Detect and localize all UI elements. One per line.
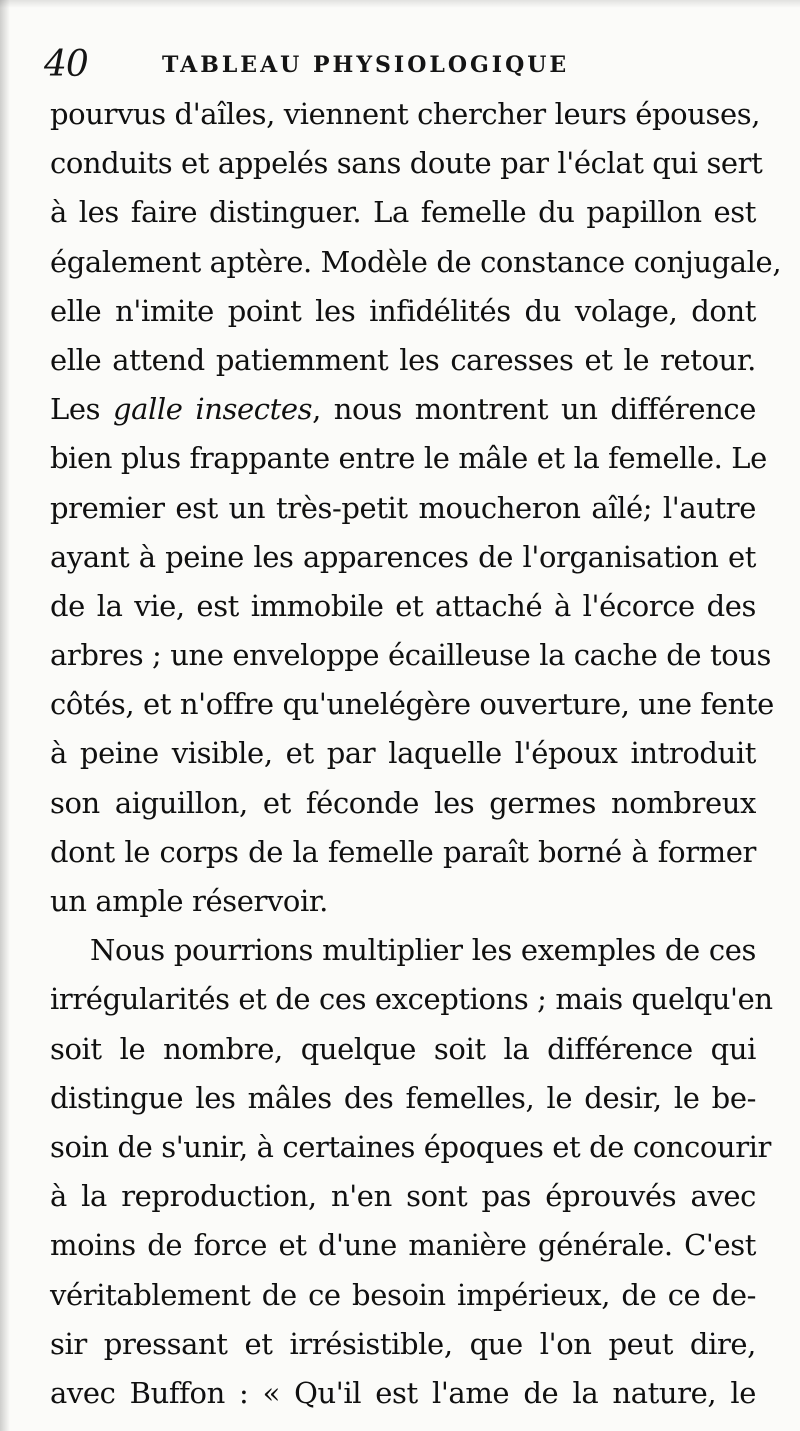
page-top-shadow <box>0 0 800 8</box>
text-line: irrégularités et de ces exceptions ; mais quelqu'en <box>50 982 773 1017</box>
text-line: soit le nombre, quelque soit la différence qui <box>50 1031 756 1066</box>
text-line: soin de s'unir, à certaines époques et de concourir <box>50 1129 772 1164</box>
text-line: à la reproduction, n'en sont pas éprouvés avec <box>50 1179 756 1214</box>
paragraph-end-line: un ample réservoir. <box>50 884 328 918</box>
text-line: véritablement de ce besoin impérieux, de ce de- <box>50 1277 756 1312</box>
running-title: TABLEAU PHYSIOLOGIQUE <box>162 52 570 78</box>
text-line: avec Buffon : « Qu'il est l'ame de la nature, le <box>50 1375 756 1410</box>
running-header <box>44 44 664 88</box>
italic-term: galle insectes <box>112 392 313 427</box>
text-line: sir pressant et irrésistible, que l'on peut dire, <box>50 1326 756 1361</box>
text-line: pourvus d'aîles, viennent chercher leurs épouses, <box>50 97 761 131</box>
text-line: arbres ; une enveloppe écailleuse la cache de tous <box>50 638 772 673</box>
text-line: premier est un très-petit moucheron aîlé; l'autre <box>50 490 756 525</box>
text-line: conduits et appelés sans doute par l'éclat qui sert <box>50 146 763 181</box>
text-line: ayant à peine les apparences de l'organisation et <box>50 539 756 574</box>
text-line: elle attend patiemment les caresses et le retour. <box>50 342 756 377</box>
page-number: 40 <box>44 44 88 85</box>
text-line: côtés, et n'offre qu'unelégère ouverture, une fente <box>50 687 774 722</box>
text-fragment: Les <box>50 392 113 427</box>
text-line: elle n'imite point les infidélités du volage, dont <box>50 293 756 328</box>
text-line: moins de force et d'une manière générale. C'est <box>50 1228 756 1263</box>
page-gutter-shadow <box>0 0 10 1431</box>
text-line: dont le corps de la femelle paraît borné à former <box>50 834 756 869</box>
text-line: son aiguillon, et féconde les germes nombreux <box>50 785 756 820</box>
text-line: à peine visible, et par laquelle l'époux introduit <box>50 736 756 771</box>
text-line <box>50 385 756 434</box>
body-text <box>50 90 782 1418</box>
text-line: de la vie, est immobile et attaché à l'écorce des <box>50 588 756 623</box>
text-line: également aptère. Modèle de constance conjugale, <box>50 244 782 279</box>
text-line: distingue les mâles des femelles, le desir, le be- <box>50 1080 756 1115</box>
paragraph-start-line: Nous pourrions multiplier les exemples de ces <box>90 933 756 968</box>
text-line: à les faire distinguer. La femelle du papillon est <box>50 195 756 230</box>
text-fragment: , nous montrent un différence <box>312 392 756 427</box>
text-line: bien plus frappante entre le mâle et la femelle. Le <box>50 441 767 476</box>
